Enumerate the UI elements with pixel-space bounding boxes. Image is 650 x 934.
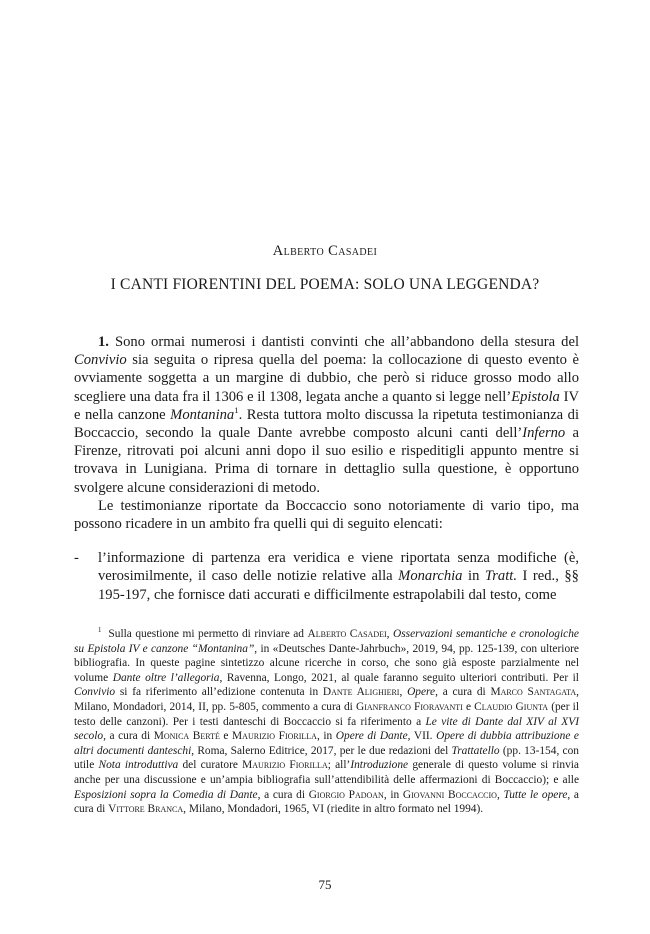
article-title: I CANTI FIORENTINI DEL POEMA: SOLO UNA LEGGENDA?	[110, 276, 540, 293]
text-run: , Roma, Salerno Editrice, 2017, per le due redazioni del	[191, 744, 449, 757]
author-ref: Claudio Giunta	[474, 700, 549, 713]
author-name: Alberto Casadei	[272, 243, 378, 259]
text-run: , VII.	[407, 730, 433, 743]
text-run: Tratt.	[484, 568, 517, 585]
text-run: sia seguita o ripresa quella del poema: la collocazione di questo evento è ovviamente soggetta a un margine di dubbio, che però si riduce grosso modo allo scegliere una data fra il 1306 e il 1308, legata anche a quanto si legge nell’	[74, 352, 580, 405]
text-run: e	[465, 700, 471, 713]
text-run: ,	[399, 686, 403, 699]
text-run: Esposizioni sopra la Comedia di Dante	[74, 788, 258, 801]
list-item	[74, 549, 579, 604]
footnote-number: 1	[98, 627, 102, 635]
text-run: Opere di dubbia attribuzione e altri documenti danteschi	[74, 730, 579, 757]
text-run: ,	[496, 788, 500, 801]
text-run: , in	[316, 730, 333, 743]
text-run: Introduzione	[350, 759, 409, 772]
author-ref: Giovanni Boccaccio	[402, 788, 497, 801]
text-run: del curatore	[182, 759, 238, 772]
paragraph-2: Le testimonianze riportate da Boccaccio sono notoriamente di vario tipo, ma possono ricadere in un ambito fra quelli qui di seguito elencati:	[74, 497, 579, 533]
author-ref: Gianfranco Fioravanti	[356, 700, 463, 713]
footnote-ref[interactable]: 1	[234, 404, 239, 415]
text-run: Le vite di Dante dal XIV al XVI secolo	[74, 715, 579, 743]
text-run: Epistola	[511, 388, 560, 405]
text-run: . Resta tuttora molto discussa la ripetuta testimonianza di Boccaccio, secondo la quale Dante avrebbe composto alcuni canti dell’	[74, 406, 580, 442]
paragraph-1	[74, 333, 579, 497]
text-run: Montanina	[170, 406, 235, 423]
body-text	[74, 333, 579, 604]
text-run: Nota introduttiva	[98, 759, 179, 772]
text-run: in	[468, 568, 480, 585]
text-run: , a cura di	[257, 788, 306, 801]
author-ref: Monica Berté	[153, 730, 220, 743]
text-run: Opere	[407, 686, 436, 699]
text-run: Dante oltre l’allegoria	[112, 671, 220, 684]
list-dash: -	[74, 550, 79, 567]
page-number: 75	[318, 877, 332, 892]
text-run: , in	[383, 788, 400, 801]
text-run: , a cura di	[435, 686, 486, 699]
author-ref: Maurizio Fiorilla	[232, 730, 317, 743]
text-run: ,	[386, 628, 390, 640]
text-run: , a cura di	[74, 788, 579, 816]
author-ref: Vittore Branca	[108, 803, 184, 816]
text-run: Opere di Dante	[335, 730, 408, 743]
text-run: Tutte le opere	[503, 788, 568, 801]
text-run: Convivio	[74, 352, 127, 369]
text-run: IV e nella canzone	[74, 388, 579, 423]
text-run: a Firenze, ritrovati poi alcuni anni dopo il suo esilio e rispeditigli appunto mentre si trovava in Lunigiana. Prima di tornare in dettaglio sulla questione, è opportuno svolgere alcune considerazioni di metodo.	[74, 425, 579, 496]
list-item-text	[98, 549, 579, 604]
text-run: ; all’	[327, 759, 351, 772]
text-run: e	[223, 730, 229, 743]
author-ref: Dante Alighieri	[322, 686, 400, 699]
text-run: , Ravenna, Longo, 2021, al quale faranno seguito ulteriori contributi. Per il	[219, 671, 579, 684]
text-run: , in «Deutsches Dante-Jahrbuch», 2019, 94, pp. 125-139, con ulteriore bibliografia. In queste pagine sintetizzo alcune ricerche in corso, che sono già esposte parzialmente nel volume	[74, 642, 579, 684]
text-run: l’informazione di partenza era veridica e viene riportata senza modifiche (è, verosimilmente, il caso delle notizie relative alla	[98, 550, 579, 585]
text-run: Inferno	[522, 425, 566, 442]
text-run: Sono ormai numerosi i dantisti convinti che all’abbandono della stesura del	[115, 334, 579, 350]
section-number: 1.	[98, 334, 109, 350]
text-run: , Milano, Mondadori, 1965, VI (riedite in altro formato nel 1994).	[183, 803, 484, 816]
text-run: si fa riferimento all’edizione contenuta in	[119, 686, 319, 699]
footnote-text	[74, 627, 579, 817]
text-run: Sulla questione mi permetto di rinviare ad	[108, 628, 305, 640]
text-run: Monarchia	[398, 568, 463, 585]
text-run: (pp. 13-154, con utile	[74, 744, 579, 772]
author-ref: Giorgio Padoan	[308, 788, 384, 801]
text-run: Trattatello	[451, 744, 500, 757]
text-run: I red., §§ 195-197, che fornisce dati accurati e difficilmente estrapolabili dal testo, come	[98, 568, 579, 603]
text-run: Osservazioni semantiche e cronologiche su Epistola IV e canzone “Montanina”	[74, 628, 579, 655]
author-ref: Marco Santagata	[490, 686, 577, 699]
text-run: , a cura di	[103, 730, 151, 743]
text-run: Convivio	[74, 686, 116, 699]
text-run: generale di questo volume si rinvia anche per una discussione e un’ampia bibliografia sull’attendibilità delle affermazioni di Boccaccio); e alle	[74, 759, 579, 786]
author-ref: Alberto Casadei	[307, 628, 387, 640]
author-ref: Maurizio Fiorilla	[242, 759, 328, 772]
text-run: (per il testo delle canzoni). Per i testi danteschi di Boccaccio si fa riferimento a	[74, 700, 579, 728]
footnote-1	[74, 627, 579, 817]
text-run: , Milano, Mondadori, 2014, II, pp. 5-805, commento a cura di	[74, 686, 579, 713]
